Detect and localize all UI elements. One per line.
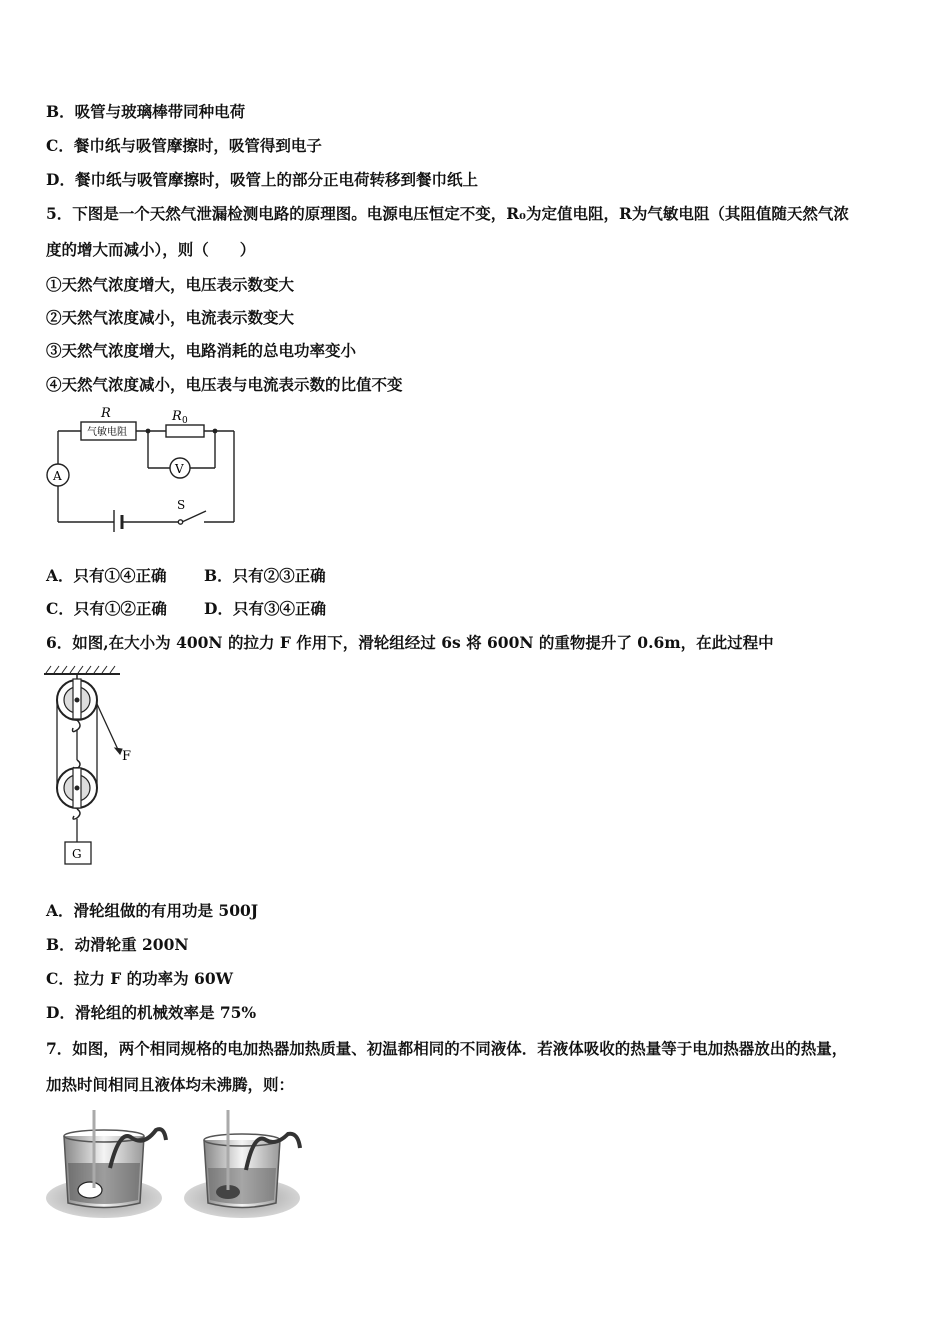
r0-label: R xyxy=(172,409,182,424)
beaker-left xyxy=(46,1110,166,1218)
q5-circuit-diagram xyxy=(44,402,244,532)
q4-option-d: D．餐巾纸与吸管摩擦时，吸管上的部分正电荷转移到餐巾纸上 xyxy=(46,170,478,189)
q5-statement-4: ④天然气浓度减小，电压表与电流表示数的比值不变 xyxy=(46,375,403,394)
q6-option-b: B．动滑轮重 200N xyxy=(46,935,189,954)
q5-option-b: B．只有②③正确 xyxy=(204,566,326,585)
r-label: R xyxy=(101,406,111,421)
q5-options-row2 xyxy=(46,599,326,619)
force-label: F xyxy=(122,749,132,764)
movable-pulley xyxy=(57,760,97,842)
switch-label: S xyxy=(177,498,186,512)
q6-stem: 6．如图,在大小为 400N 的拉力 F 作用下，滑轮组经过 6s 将 600N 的重物提升了 0.6m，在此过程中 xyxy=(46,633,774,652)
q7-stem-line2: 加热时间相同且液体均未沸腾，则： xyxy=(46,1075,295,1094)
fixed-pulley xyxy=(57,674,97,732)
battery-icon xyxy=(114,510,122,532)
q5-options-row1 xyxy=(46,566,326,586)
q4-option-c: C．餐巾纸与吸管摩擦时，吸管得到电子 xyxy=(46,136,322,155)
q4-option-b: B．吸管与玻璃棒带同种电荷 xyxy=(46,102,246,121)
weight-label: G xyxy=(72,847,82,861)
ammeter-label: A xyxy=(53,469,62,483)
voltmeter-label: V xyxy=(175,462,184,476)
q6-option-d: D．滑轮组的机械效率是 75% xyxy=(46,1003,257,1022)
q5-option-a: A．只有①④正确 xyxy=(46,566,167,585)
r0-subscript: 0 xyxy=(182,416,188,426)
beaker-right xyxy=(184,1110,300,1218)
q6-option-a: A．滑轮组做的有用功是 500J xyxy=(46,901,259,920)
q5-stem-line1: 5．下图是一个天然气泄漏检测电路的原理图。电源电压恒定不变，R₀为定值电阻，R为气敏电阻（其阻值随天然气浓 xyxy=(46,204,849,223)
q7-heater-beakers-figure xyxy=(42,1108,322,1228)
q5-stem-line2: 度的增大而减小），则（ ） xyxy=(46,240,256,259)
q5-statement-3: ③天然气浓度增大，电路消耗的总电功率变小 xyxy=(46,341,357,360)
q7-stem-line1: 7．如图，两个相同规格的电加热器加热质量、初温都相同的不同液体．若液体吸收的热量等于电加热器放出的热量， xyxy=(46,1039,848,1058)
fixed-resistor xyxy=(166,425,204,437)
q6-pulley-diagram xyxy=(40,664,150,874)
q5-option-d: D．只有③④正确 xyxy=(204,599,326,618)
q6-option-c: C．拉力 F 的功率为 60W xyxy=(46,969,234,988)
q5-statement-2: ②天然气浓度减小，电流表示数变大 xyxy=(46,308,295,327)
q5-option-c: C．只有①②正确 xyxy=(46,599,167,618)
q5-statement-1: ①天然气浓度增大，电压表示数变大 xyxy=(46,275,295,294)
gas-resistor-label: 气敏电阻 xyxy=(87,427,127,438)
